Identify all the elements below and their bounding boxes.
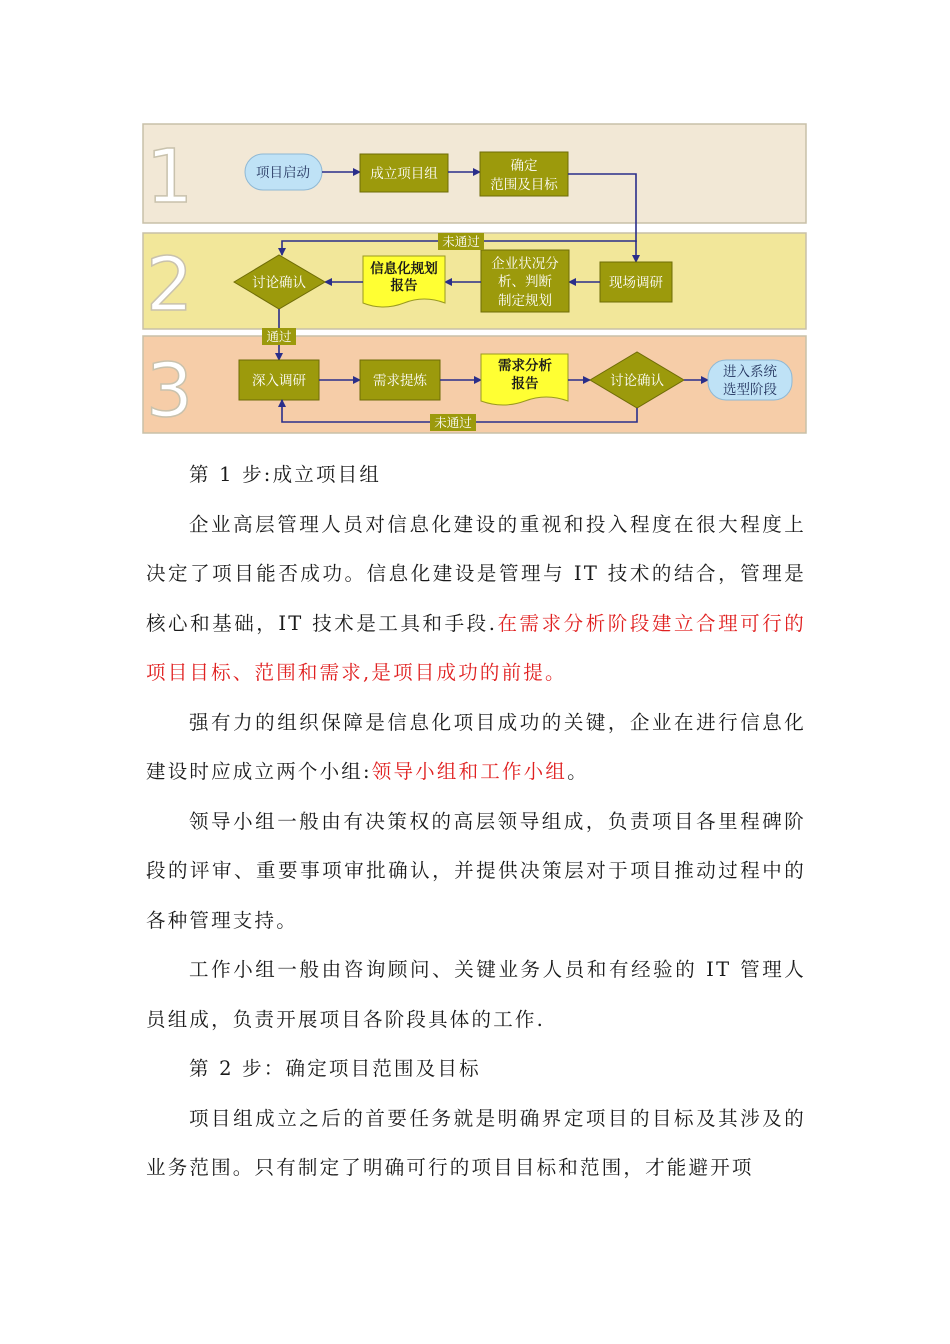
node-req-report-label-1: 需求分析 [498, 358, 552, 374]
node-define-scope-label-2: 范围及目标 [490, 177, 558, 193]
paragraph-4: 工作小组一般由咨询顾问、关键业务人员和有经验的 IT 管理人员组成，负责开展项目各阶段具体的工作. [146, 958, 806, 1031]
step-2-heading: 第 2 步：确定项目范围及目标 [189, 1057, 481, 1080]
node-form-group-label: 成立项目组 [370, 166, 438, 182]
edge-label-fail-1: 未通过 [442, 234, 480, 249]
node-next-phase-label-2: 选型阶段 [723, 382, 777, 398]
node-analysis-label-3: 制定规划 [498, 293, 552, 309]
node-deep-research-label: 深入调研 [252, 373, 306, 389]
paragraph-3: 领导小组一般由有决策权的高层领导组成，负责项目各里程碑阶段的评审、重要事项审批确认，并提供决策层对于项目推动过程中的各种管理支持。 [146, 809, 806, 932]
node-analysis-label-1: 企业状况分 [491, 256, 559, 272]
paragraph-2-end: 。 [567, 760, 589, 783]
paragraph-2-highlight: 领导小组和工作小组 [371, 760, 568, 783]
paragraph-1-highlight: 在需求分析阶段建立合理可行的项目目标、范围和需求,是项目成功的前提。 [146, 611, 806, 684]
paragraph-5: 项目组成立之后的首要任务就是明确界定项目的目标及其涉及的业务范围。只有制定了明确可行的项目目标和范围，才能避开项 [146, 1106, 806, 1179]
phase-3-number: 3 [146, 348, 194, 434]
paragraph-2-text: 强有力的组织保障是信息化项目成功的关键，企业在进行信息化建设时应成立两个小组: [146, 710, 806, 783]
node-analysis-label-2: 析、判断 [498, 274, 552, 290]
edge-label-fail-2: 未通过 [434, 415, 472, 430]
process-flow-diagram [142, 122, 808, 436]
phase-1-band [143, 124, 806, 223]
document-body [146, 450, 806, 1193]
node-req-report-label-2: 报告 [511, 376, 539, 392]
node-discuss-2-label: 讨论确认 [610, 373, 664, 389]
paragraph-1 [146, 500, 806, 698]
node-next-phase-label-1: 进入系统 [723, 364, 777, 380]
node-field-research-label: 现场调研 [609, 275, 663, 291]
node-define-scope-label-1: 确定 [510, 158, 538, 174]
node-plan-report-label-1: 信息化规划 [370, 261, 438, 277]
step-1-heading: 第 1 步:成立项目组 [189, 463, 382, 486]
edge-label-pass: 通过 [266, 329, 292, 344]
node-plan-report-label-2: 报告 [390, 278, 418, 294]
phase-1-number: 1 [146, 134, 194, 220]
node-req-refine-label: 需求提炼 [373, 373, 427, 389]
phase-2-number: 2 [146, 242, 194, 328]
node-discuss-1-label: 讨论确认 [252, 275, 306, 291]
paragraph-1-text: 企业高层管理人员对信息化建设的重视和投入程度在很大程度上决定了项目能否成功。信息化建设是管理与 IT 技术的结合，管理是核心和基础，IT 技术是工具和手段. [146, 512, 806, 635]
node-project-start-label: 项目启动 [256, 165, 310, 181]
paragraph-2 [146, 698, 806, 797]
